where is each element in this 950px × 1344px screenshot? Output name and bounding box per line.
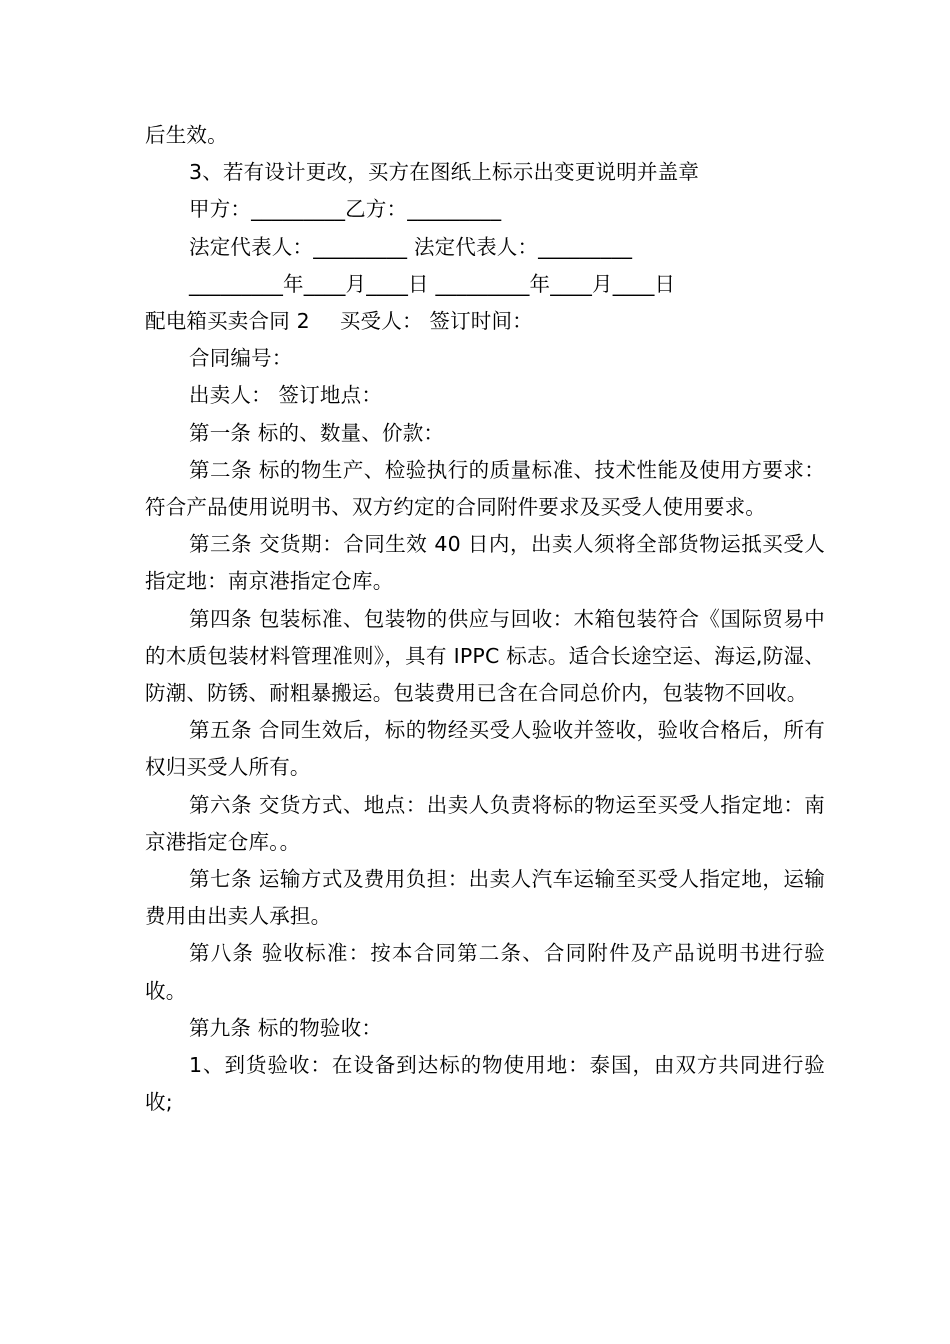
contract-title-line bbox=[145, 303, 825, 340]
party-signature-line: 甲方：_________乙方：_________ bbox=[189, 197, 502, 222]
article-2: 第二条 标的物生产、检验执行的质量标准、技术性能及使用方要求：符合产品使用说明书、双方约定的合同附件要求及买受人使用要求。 bbox=[145, 457, 825, 520]
article-5: 第五条 合同生效后，标的物经买受人验收并签收，验收合格后，所有权归买受人所有。 bbox=[145, 718, 825, 780]
legal-representative-line: 法定代表人：_________ 法定代表人：_________ bbox=[189, 234, 633, 259]
date-line: _________年____月____日 _________年____月____日 bbox=[189, 271, 676, 296]
article-1: 第一条 标的、数量、价款： bbox=[189, 420, 445, 445]
clause-design-change: 3、若有设计更改，买方在图纸上标示出变更说明并盖章 bbox=[189, 160, 700, 185]
seller-sign-place-line: 出卖人： 签订地点： bbox=[189, 383, 383, 408]
buyer-sign-time-label: 买受人： 签订时间： bbox=[339, 309, 533, 334]
article-9-item-1: 1、到货验收：在设备到达标的物使用地：泰国，由双方共同进行验收; bbox=[145, 1053, 825, 1115]
article-7: 第七条 运输方式及费用负担：出卖人汽车运输至买受人指定地，运输费用由出卖人承担。 bbox=[145, 867, 825, 929]
article-6: 第六条 交货方式、地点：出卖人负责将标的物运至买受人指定地：南京港指定仓库。。 bbox=[145, 792, 825, 854]
article-8: 第八条 验收标准：按本合同第二条、合同附件及产品说明书进行验收。 bbox=[145, 941, 825, 1003]
article-4: 第四条 包装标准、包装物的供应与回收：木箱包装符合《国际贸易中的木质包装材料管理准则》，具有 IPPC 标志。适合长途空运、海运,防湿、防潮、防锈、耐粗暴搬运。包装费用已含在合同总价内，包装物不回收。 bbox=[145, 606, 825, 706]
contract-title: 配电箱买卖合同 2 bbox=[145, 309, 310, 334]
article-3: 第三条 交货期：合同生效 40 日内，出卖人须将全部货物运抵买受人指定地：南京港指定仓库。 bbox=[145, 532, 825, 594]
contract-number-line: 合同编号： bbox=[189, 346, 293, 371]
article-9: 第九条 标的物验收： bbox=[189, 1015, 383, 1040]
continuation-line: 后生效。 bbox=[145, 123, 228, 147]
document-body bbox=[145, 117, 825, 1121]
